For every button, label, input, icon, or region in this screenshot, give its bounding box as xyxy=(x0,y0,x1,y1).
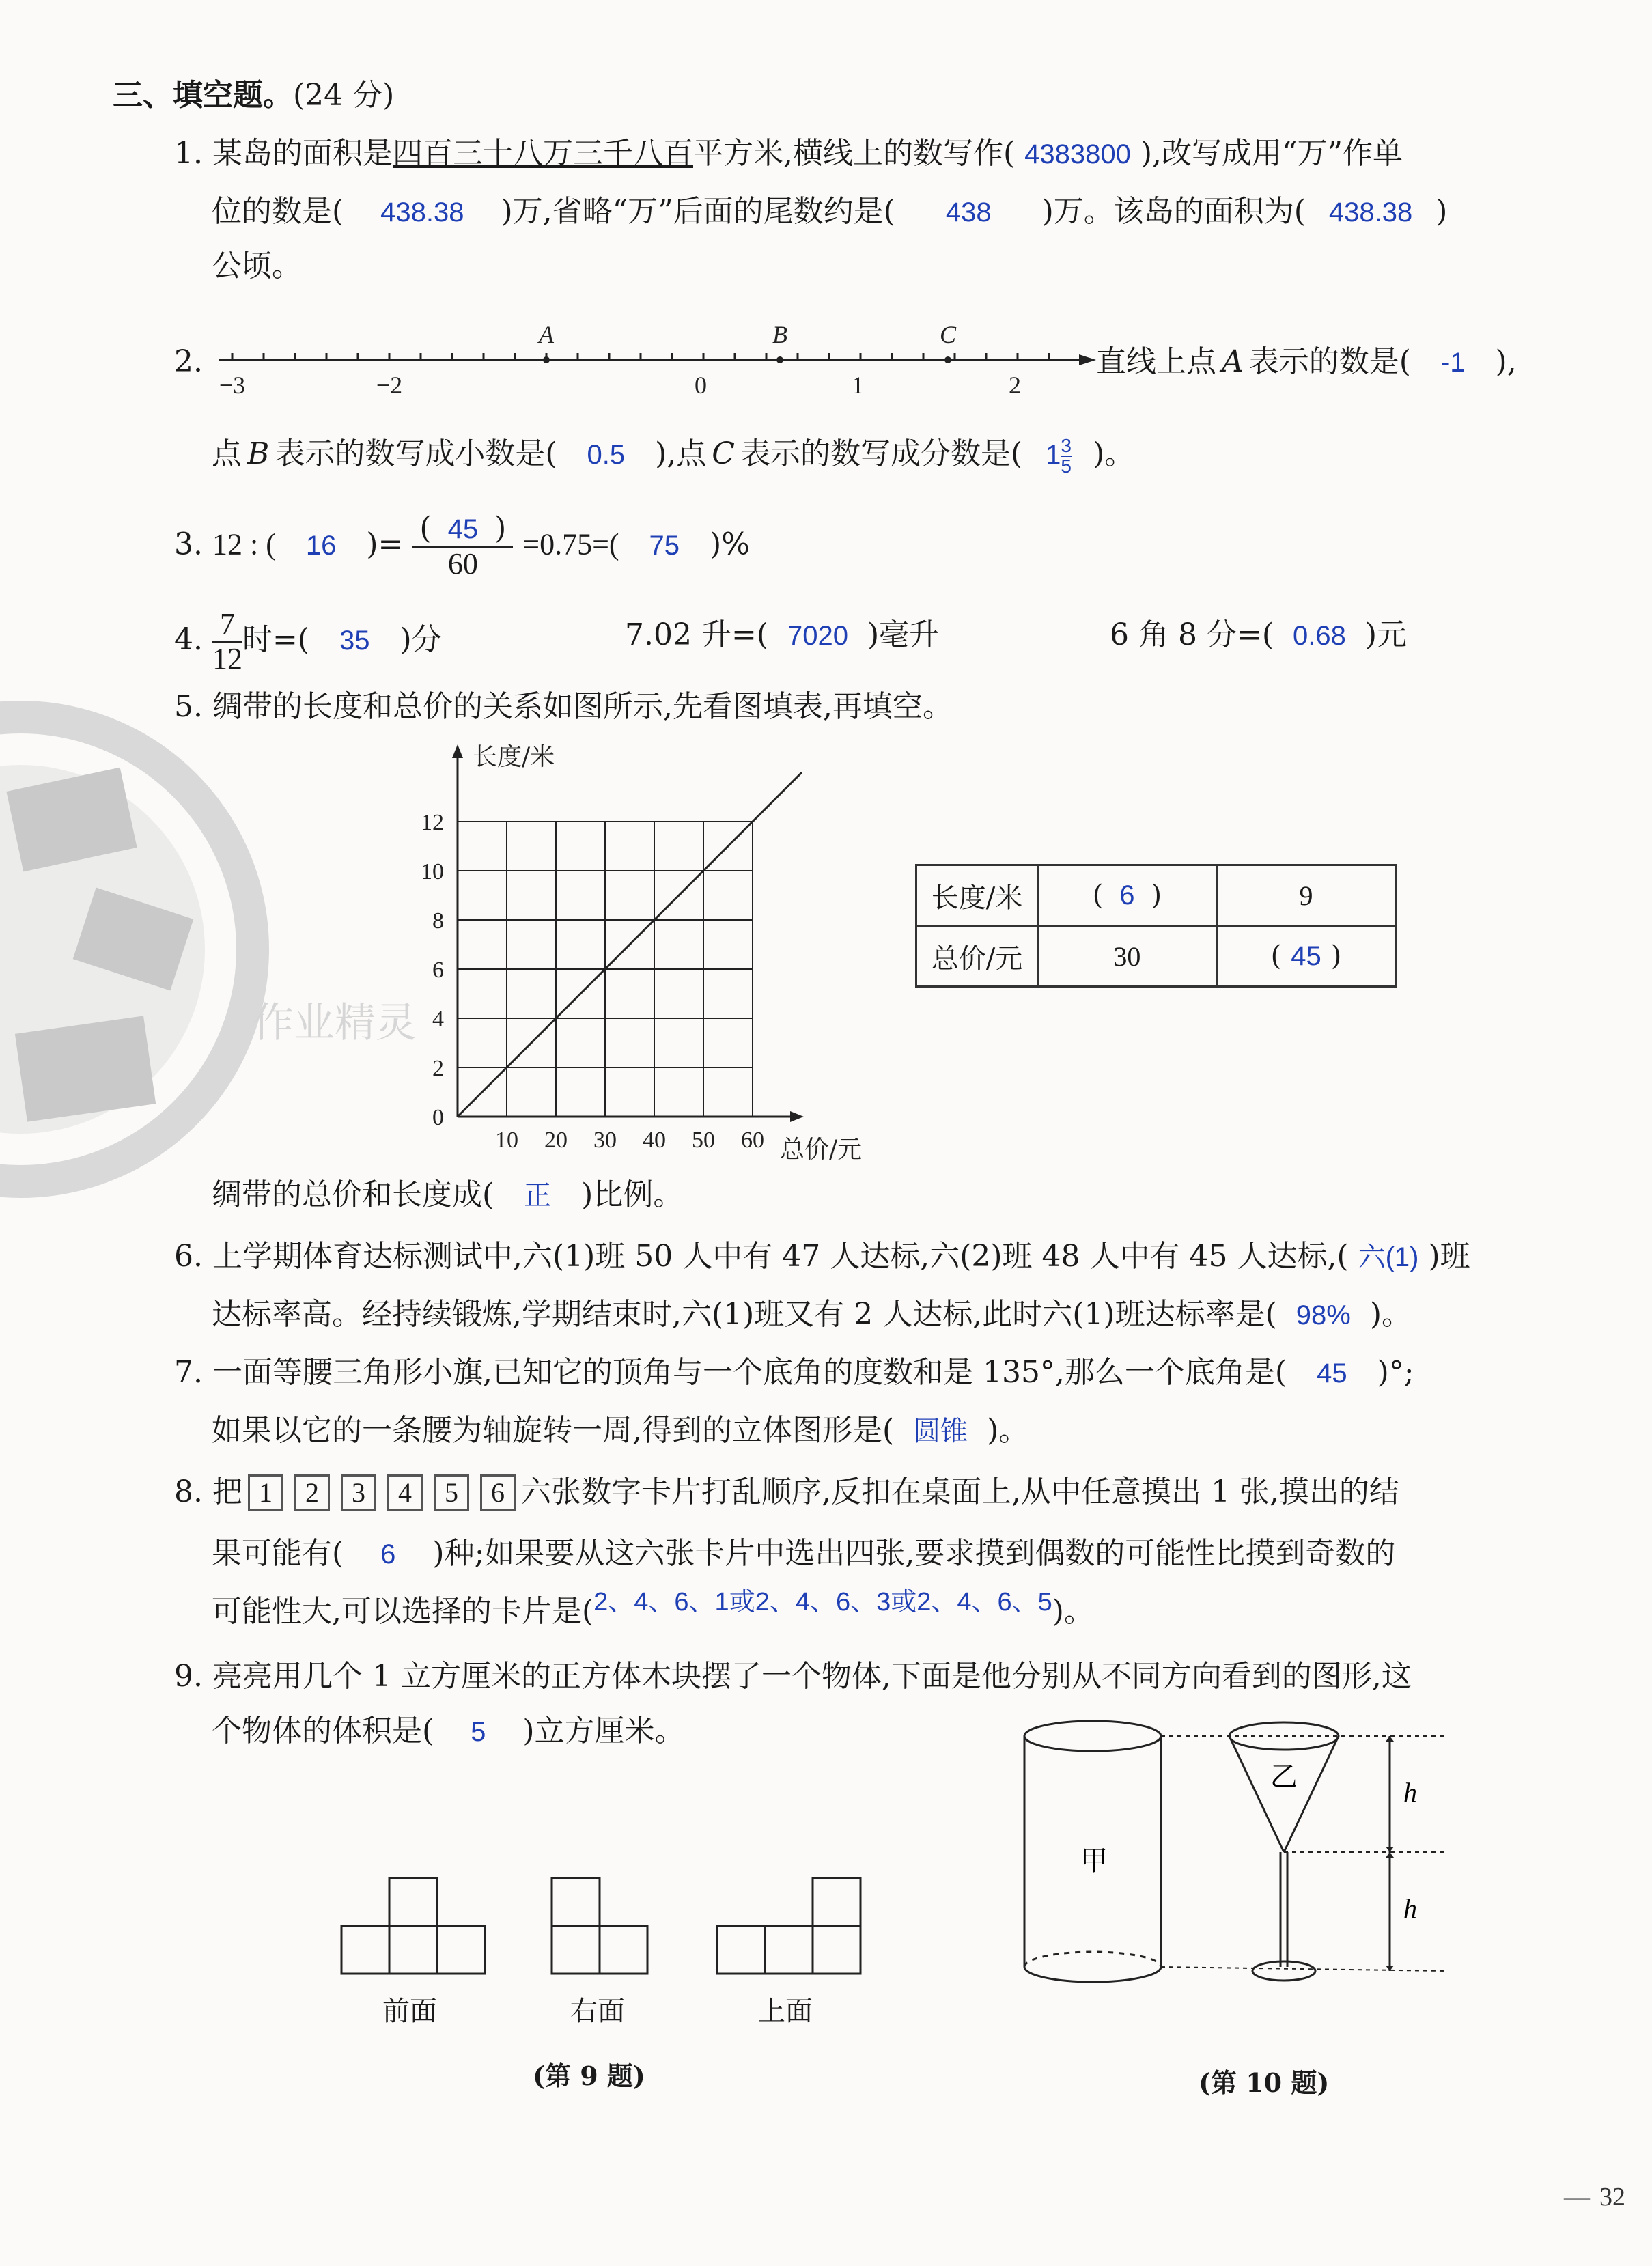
page-number-value: 32 xyxy=(1599,2183,1625,2211)
answer: 438.38 xyxy=(380,197,464,227)
number-card: 5 xyxy=(434,1474,469,1511)
answer: 16 xyxy=(305,530,337,561)
question-4-b xyxy=(625,615,939,656)
view-front xyxy=(338,1875,488,1984)
question-4-c xyxy=(1110,615,1407,656)
q2-text: 点 xyxy=(212,436,242,471)
q8-text: 可能性大,可以选择的卡片是( xyxy=(212,1594,594,1629)
table-header: 总价/元 xyxy=(916,926,1038,987)
fraction-denominator: 60 xyxy=(447,547,478,581)
question-4 xyxy=(174,608,442,675)
question-number: 7. xyxy=(174,1355,203,1390)
answer: 45 xyxy=(1317,1358,1347,1388)
y-tick-label: 4 xyxy=(432,1007,444,1032)
point-a xyxy=(543,356,550,363)
q4-text: 6 角 8 分=( xyxy=(1110,617,1274,652)
answer-whole: 1 xyxy=(1046,440,1061,470)
q5-text: 绸带的总价和长度成( xyxy=(212,1177,494,1212)
answer: 5 xyxy=(471,1717,486,1747)
q7-text: )。 xyxy=(987,1413,1029,1448)
answer-denominator: 5 xyxy=(1061,456,1072,477)
label-yi: 乙 xyxy=(1270,1761,1298,1793)
q8-text: )种;如果要从这六张卡片中选出四张,要求摸到偶数的可能性比摸到奇数的 xyxy=(432,1536,1396,1571)
point-c xyxy=(944,356,951,363)
price-table xyxy=(915,864,1397,988)
label-h: h xyxy=(1403,1777,1417,1808)
q3-text: )% xyxy=(710,527,751,562)
q1-text: ),改写成用“万”作单 xyxy=(1140,136,1403,171)
q6-text: )班 xyxy=(1428,1239,1470,1274)
question-1-line2 xyxy=(212,191,1447,233)
y-axis-arrow xyxy=(452,744,463,758)
q2-point-c: C xyxy=(712,436,735,471)
tick-label: −3 xyxy=(219,372,246,399)
y-tick-label: 6 xyxy=(432,957,444,983)
question-number: 6. xyxy=(174,1239,203,1274)
table-cell: ( 6 ) xyxy=(1037,865,1216,926)
answer: 正 xyxy=(524,1181,552,1211)
point-label: A xyxy=(539,321,554,348)
q7-text: 一面等腰三角形小旗,已知它的顶角与一个底角的度数和是 135°,那么一个底角是( xyxy=(212,1355,1287,1390)
fraction-numerator: ( 45 ) xyxy=(412,512,513,548)
question-number: 9. xyxy=(174,1659,203,1694)
answer: 7020 xyxy=(787,621,848,651)
view-right xyxy=(548,1875,651,1984)
cylinder-and-cone-figure xyxy=(1018,1701,1455,1987)
y-tick-label: 0 xyxy=(432,1105,444,1130)
q2-text: 表示的数写成分数是( xyxy=(740,436,1023,471)
q5-text: 绸带的长度和总价的关系如图所示,先看图填表,再填空。 xyxy=(212,689,953,724)
question-number: 5. xyxy=(174,689,203,724)
question-number: 1. xyxy=(174,136,203,171)
tick-label: 1 xyxy=(852,372,864,399)
q1-text: 位的数是( xyxy=(212,194,344,229)
answer: 98% xyxy=(1296,1300,1351,1330)
table-row xyxy=(916,865,1396,926)
x-tick-label: 20 xyxy=(544,1128,568,1153)
table-cell: 9 xyxy=(1216,865,1395,926)
question-2-line1-text xyxy=(1096,341,1517,383)
view-label: 右面 xyxy=(570,1996,625,2027)
answer-numerator: 3 xyxy=(1061,435,1072,457)
number-card: 3 xyxy=(341,1474,376,1511)
x-tick-label: 30 xyxy=(593,1128,617,1153)
question-3 xyxy=(174,512,750,581)
table-cell: ( 45 ) xyxy=(1216,926,1395,987)
x-tick-label: 10 xyxy=(495,1128,518,1153)
question-7-line1 xyxy=(174,1352,1414,1394)
fraction-denominator: 12 xyxy=(212,642,242,675)
q4-text: )分 xyxy=(400,622,442,657)
q4-text: )毫升 xyxy=(867,617,940,652)
question-number: 8. xyxy=(174,1474,203,1509)
watermark-text: 作业精灵 xyxy=(253,999,417,1047)
point-label: B xyxy=(772,321,787,348)
q4-text: 7.02 升=( xyxy=(625,617,768,652)
q8-text: 把 xyxy=(212,1474,242,1509)
q2-point-a: A xyxy=(1222,344,1244,379)
series-line xyxy=(458,772,802,1117)
answer: 4383800 xyxy=(1024,139,1131,169)
question-1-line3: 公顷。 xyxy=(212,249,302,283)
x-axis-arrow xyxy=(790,1111,804,1122)
line-chart xyxy=(396,738,908,1168)
section-score: (24 分) xyxy=(293,78,395,113)
q2-text: ), xyxy=(1495,344,1517,379)
q2-text: 表示的数是( xyxy=(1248,344,1411,379)
q6-text: 达标率高。经持续锻炼,学期结束时,六(1)班又有 2 人达标,此时六(1)班达标率是( xyxy=(212,1297,1277,1332)
answer: 6 xyxy=(1119,880,1135,910)
question-5-conclusion xyxy=(212,1175,683,1216)
page-dash: — xyxy=(1564,2183,1590,2211)
number-card: 2 xyxy=(294,1474,330,1511)
x-tick-label: 60 xyxy=(741,1128,764,1153)
q7-text: 如果以它的一条腰为轴旋转一周,得到的立体图形是( xyxy=(212,1413,895,1448)
q4-text: 时=( xyxy=(242,622,310,657)
view-label: 前面 xyxy=(382,1996,437,2027)
question-6-line1 xyxy=(174,1236,1470,1278)
label-h: h xyxy=(1403,1893,1417,1924)
q5-text: )比例。 xyxy=(581,1177,684,1212)
number-card: 6 xyxy=(480,1474,516,1511)
y-tick-label: 8 xyxy=(432,908,444,934)
point-label: C xyxy=(939,321,957,348)
number-card: 1 xyxy=(248,1474,283,1511)
answer-mixed-fraction xyxy=(1046,435,1079,477)
answer: 2、4、6、1或2、4、6、3或2、4、6、5 xyxy=(593,1588,1052,1617)
q2-text: 表示的数写成小数是( xyxy=(275,436,557,471)
q2-point-b: B xyxy=(247,436,270,471)
y-tick-label: 12 xyxy=(421,810,444,835)
q2-text: )。 xyxy=(1093,436,1135,471)
view-label: 上面 xyxy=(758,1996,813,2027)
question-8-line3 xyxy=(212,1588,1094,1634)
question-2-line2 xyxy=(212,434,1134,476)
question-number: 3. xyxy=(174,527,203,562)
answer: 75 xyxy=(649,530,680,561)
fraction xyxy=(212,608,242,675)
question-8-line2 xyxy=(212,1533,1395,1575)
fraction-numerator: 7 xyxy=(212,608,242,643)
view-top xyxy=(714,1875,864,1984)
tick-label: 2 xyxy=(1009,372,1021,399)
q8-text: 六张数字卡片打乱顺序,反扣在桌面上,从中任意摸出 1 张,摸出的结 xyxy=(520,1474,1399,1509)
q6-text: )。 xyxy=(1369,1297,1412,1332)
q1-text: 某岛的面积是 xyxy=(212,136,393,171)
y-axis-label: 长度/米 xyxy=(473,743,555,771)
x-tick-label: 50 xyxy=(692,1128,715,1153)
y-tick-label: 10 xyxy=(421,859,444,884)
number-line xyxy=(205,314,1106,410)
q2-text: ),点 xyxy=(655,436,707,471)
q2-text: 直线上点 xyxy=(1096,344,1216,379)
answer: 45 xyxy=(1291,941,1321,971)
q1-text: )万,省略“万”后面的尾数约是( xyxy=(501,194,895,229)
q6-text: 上学期体育达标测试中,六(1)班 50 人中有 47 人达标,六(2)班 48 人中有 45 人达标,( xyxy=(212,1239,1349,1274)
answer: 0.5 xyxy=(587,440,626,470)
section-title xyxy=(113,75,394,116)
q9-text: 个物体的体积是( xyxy=(212,1714,434,1748)
table-header: 长度/米 xyxy=(916,865,1038,926)
x-tick-label: 40 xyxy=(643,1128,666,1153)
q1-underlined: 四百三十八万三千八百 xyxy=(392,136,693,171)
q3-text: =0.75=( xyxy=(522,527,619,561)
point-b xyxy=(776,356,783,363)
figure-caption-9: (第 9 题) xyxy=(533,2060,645,2091)
q3-text: 12 : ( xyxy=(212,527,276,561)
label-jia: 甲 xyxy=(1080,1845,1108,1877)
answer: 438 xyxy=(945,197,992,227)
cylinder-top xyxy=(1024,1721,1161,1751)
question-9-line1 xyxy=(174,1656,1412,1697)
x-axis-label: 总价/元 xyxy=(780,1136,863,1164)
q8-text: )。 xyxy=(1052,1594,1094,1629)
q4-text: )元 xyxy=(1364,617,1408,652)
question-7-line2 xyxy=(212,1410,1028,1452)
answer: 0.68 xyxy=(1292,621,1346,651)
answer: 六(1) xyxy=(1358,1242,1419,1272)
q1-text: ) xyxy=(1436,194,1448,229)
question-6-line2 xyxy=(212,1294,1412,1336)
question-1-line1 xyxy=(174,133,1403,175)
answer: 45 xyxy=(447,514,479,544)
question-2-number: 2. xyxy=(174,344,203,379)
q9-text: 亮亮用几个 1 立方厘米的正方体木块摆了一个物体,下面是他分别从不同方向看到的图形,这 xyxy=(212,1659,1412,1694)
table-row xyxy=(916,926,1396,987)
answer: 6 xyxy=(380,1539,396,1569)
fraction xyxy=(412,512,513,581)
q1-text: 平方米,横线上的数写作( xyxy=(692,136,1016,171)
answer: 35 xyxy=(339,626,370,656)
question-8-line1 xyxy=(174,1472,1399,1513)
q3-text: )= xyxy=(366,527,404,562)
section-title-text: 三、填空题。 xyxy=(113,78,293,113)
figure-caption-10: (第 10 题) xyxy=(1199,2067,1330,2098)
q9-text: )立方厘米。 xyxy=(522,1714,685,1748)
page-number xyxy=(1564,2182,1625,2212)
answer: 438.38 xyxy=(1328,197,1413,227)
answer: -1 xyxy=(1440,348,1466,378)
q8-text: 果可能有( xyxy=(212,1536,344,1571)
question-number: 4. xyxy=(174,622,203,657)
y-tick-label: 2 xyxy=(432,1056,444,1081)
answer: 圆锥 xyxy=(913,1416,968,1446)
q7-text: )°; xyxy=(1377,1355,1414,1390)
question-9-line2 xyxy=(212,1711,685,1752)
table-cell: 30 xyxy=(1037,926,1216,987)
number-card: 4 xyxy=(387,1474,423,1511)
tick-label: −2 xyxy=(376,372,403,399)
tick-label: 0 xyxy=(695,372,707,399)
question-5 xyxy=(174,686,953,727)
q1-text: )万。该岛的面积为( xyxy=(1041,194,1306,229)
